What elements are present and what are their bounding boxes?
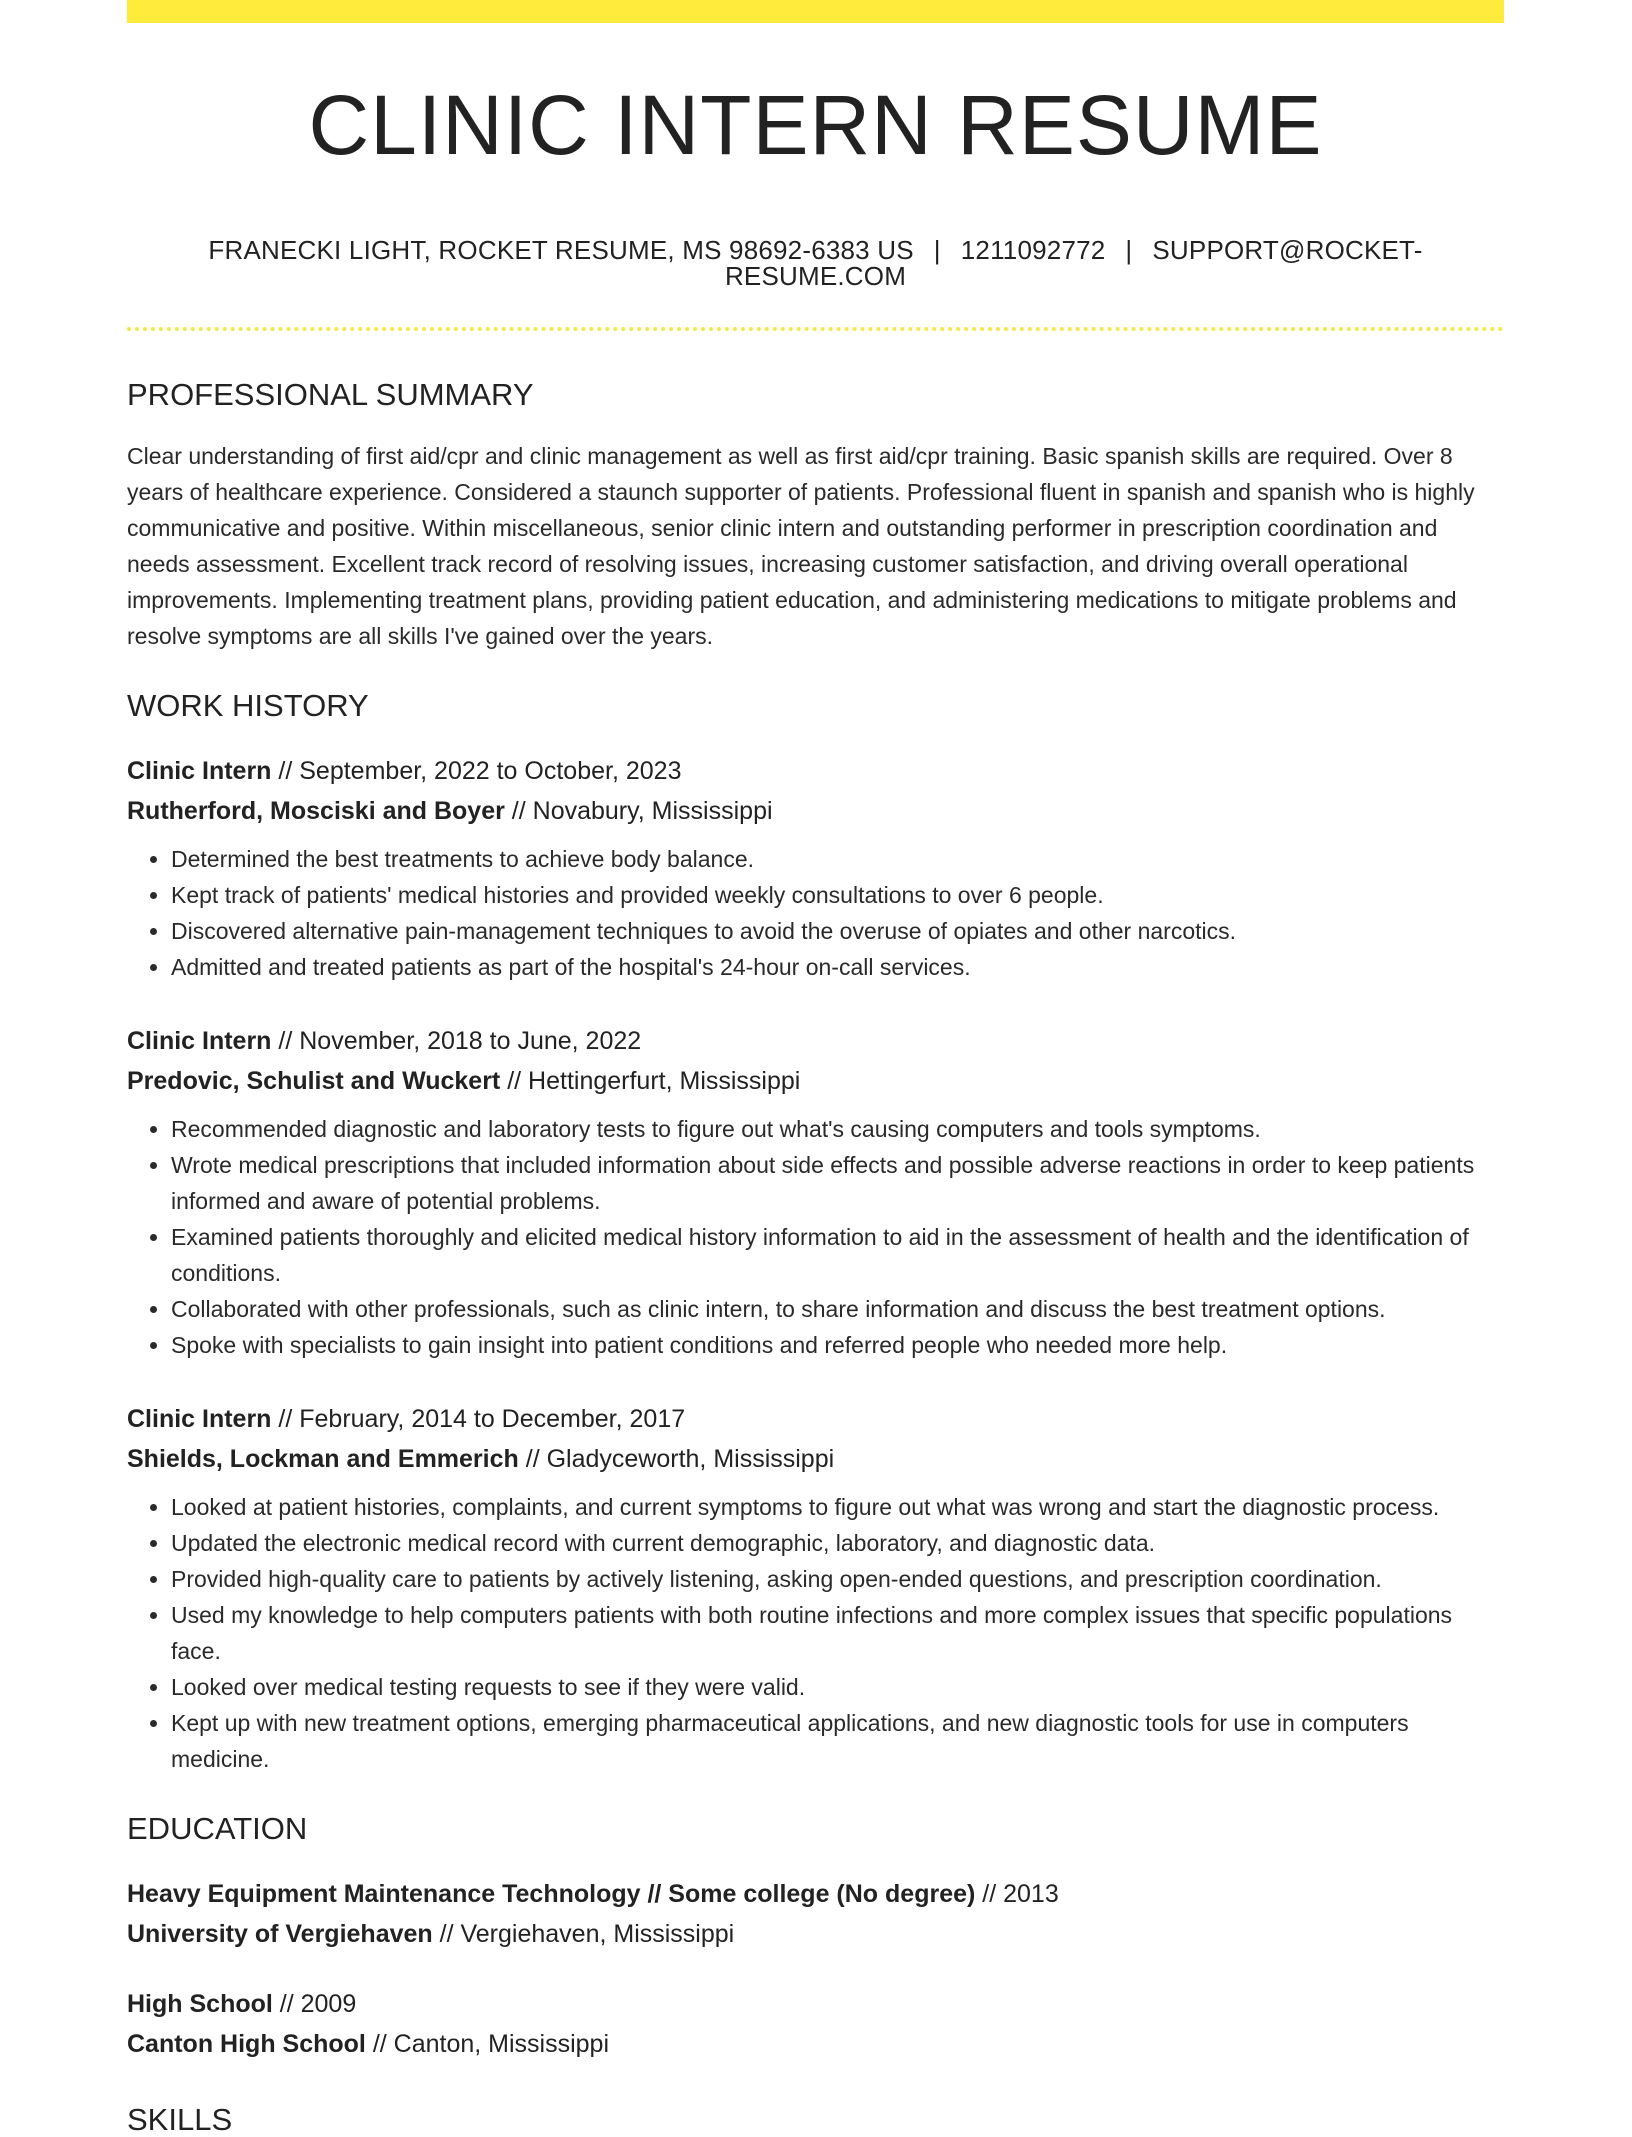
job-bullet: • Provided high-quality care to patients by actively listening, asking open-ended questions, and prescription coordination. <box>171 1561 1504 1597</box>
job-title-line <box>127 751 1504 791</box>
contact-email: SUPPORT@ROCKET-RESUME.COM <box>724 235 1423 291</box>
education-school: Canton High School <box>127 2030 366 2058</box>
job-entry <box>127 1021 1504 1363</box>
job-bullet: • Kept up with new treatment options, emerging pharmaceutical applications, and new diagnostic tools for use in computers medicine. <box>171 1705 1504 1777</box>
job-bullet: • Looked at patient histories, complaints, and current symptoms to figure out what was wrong and start the diagnostic process. <box>171 1489 1504 1525</box>
education-school: University of Vergiehaven <box>127 1920 433 1948</box>
education-heading: EDUCATION <box>127 1811 308 1846</box>
page-title: CLINIC INTERN RESUME <box>308 78 1323 172</box>
education-degree-line <box>127 1984 1504 2024</box>
skills-heading: SKILLS <box>127 2102 233 2137</box>
education-entry <box>127 1984 1504 2064</box>
job-bullet: • Updated the electronic medical record with current demographic, laboratory, and diagnostic data. <box>171 1525 1504 1561</box>
education-entry <box>127 1874 1504 1954</box>
job-bullet: • Examined patients thoroughly and elicited medical history information to aid in the assessment of health and the identification of conditions. <box>171 1219 1504 1291</box>
education-degree: High School <box>127 1990 273 2018</box>
header-divider <box>127 327 1504 331</box>
job-bullet: • Used my knowledge to help computers patients with both routine infections and more complex issues that specific populations face. <box>171 1597 1504 1669</box>
contact-line <box>127 237 1504 289</box>
job-title: Clinic Intern <box>127 757 272 785</box>
job-dates: // November, 2018 to June, 2022 <box>271 1027 642 1055</box>
education-degree-line <box>127 1874 1504 1914</box>
job-company: Rutherford, Mosciski and Boyer <box>127 797 505 825</box>
job-location: // Novabury, Mississippi <box>504 797 773 825</box>
job-company-line <box>127 1439 1504 1479</box>
contact-separator: | <box>933 235 941 265</box>
job-entry <box>127 751 1504 985</box>
job-company-line <box>127 1061 1504 1101</box>
job-bullets <box>127 841 1504 985</box>
contact-phone: 1211092772 <box>960 235 1106 265</box>
job-company: Predovic, Schulist and Wuckert <box>127 1067 501 1095</box>
job-title: Clinic Intern <box>127 1405 272 1433</box>
job-bullet: • Collaborated with other professionals, such as clinic intern, to share information and discuss the best treatment options. <box>171 1291 1504 1327</box>
resume-page <box>127 0 1504 2135</box>
education-school-line <box>127 2024 1504 2064</box>
job-bullet: • Recommended diagnostic and laboratory tests to figure out what's causing computers and tools symptoms. <box>171 1111 1504 1147</box>
job-title: Clinic Intern <box>127 1027 272 1055</box>
education-location: // Vergiehaven, Mississippi <box>432 1920 735 1948</box>
job-location: // Hettingerfurt, Mississippi <box>500 1067 801 1095</box>
job-bullet: • Wrote medical prescriptions that included information about side effects and possible adverse reactions in order to keep patients informed and aware of potential problems. <box>171 1147 1504 1219</box>
contact-separator: | <box>1125 235 1133 265</box>
job-bullet: • Determined the best treatments to achieve body balance. <box>171 841 1504 877</box>
summary-heading: PROFESSIONAL SUMMARY <box>127 377 534 412</box>
top-accent-bar <box>127 0 1504 23</box>
summary-text: Clear understanding of first aid/cpr and clinic management as well as first aid/cpr training. Basic spanish skills are required. Over 8 years of healthcare experience. Considered a staunch supporter of patients. Professional fluent in spanish and spanish who is highly communicative and positive. Within miscellaneous, senior clinic intern and outstanding performer in prescription coordination and needs assessment. Excellent track record of resolving issues, increasing customer satisfaction, and driving overall operational improvements. Implementing treatment plans, providing patient education, and administering medications to mitigate problems and resolve symptoms are all skills I've gained over the years. <box>127 443 1475 649</box>
job-location: // Gladyceworth, Mississippi <box>518 1445 835 1473</box>
education-year: // 2009 <box>272 1990 357 2018</box>
job-bullet: • Admitted and treated patients as part of the hospital's 24-hour on-call services. <box>171 949 1504 985</box>
job-title-line <box>127 1021 1504 1061</box>
contact-address: FRANECKI LIGHT, ROCKET RESUME, MS 98692-6383 US <box>208 235 914 265</box>
education-location: // Canton, Mississippi <box>365 2030 610 2058</box>
job-bullets <box>127 1111 1504 1363</box>
job-company: Shields, Lockman and Emmerich <box>127 1445 519 1473</box>
education-school-line <box>127 1914 1504 1954</box>
job-bullet: • Spoke with specialists to gain insight into patient conditions and referred people who needed more help. <box>171 1327 1504 1363</box>
work-history-heading: WORK HISTORY <box>127 688 369 723</box>
job-bullet: • Kept track of patients' medical histories and provided weekly consultations to over 6 people. <box>171 877 1504 913</box>
education-year: // 2013 <box>975 1880 1059 1908</box>
job-bullet: • Looked over medical testing requests to see if they were valid. <box>171 1669 1504 1705</box>
job-title-line <box>127 1399 1504 1439</box>
job-dates: // February, 2014 to December, 2017 <box>271 1405 686 1433</box>
job-company-line <box>127 791 1504 831</box>
job-dates: // September, 2022 to October, 2023 <box>271 757 682 785</box>
job-bullet: • Discovered alternative pain-management techniques to avoid the overuse of opiates and other narcotics. <box>171 913 1504 949</box>
education-degree: Heavy Equipment Maintenance Technology // Some college (No degree) <box>127 1880 976 1908</box>
job-bullets <box>127 1489 1504 1777</box>
job-entry <box>127 1399 1504 1777</box>
